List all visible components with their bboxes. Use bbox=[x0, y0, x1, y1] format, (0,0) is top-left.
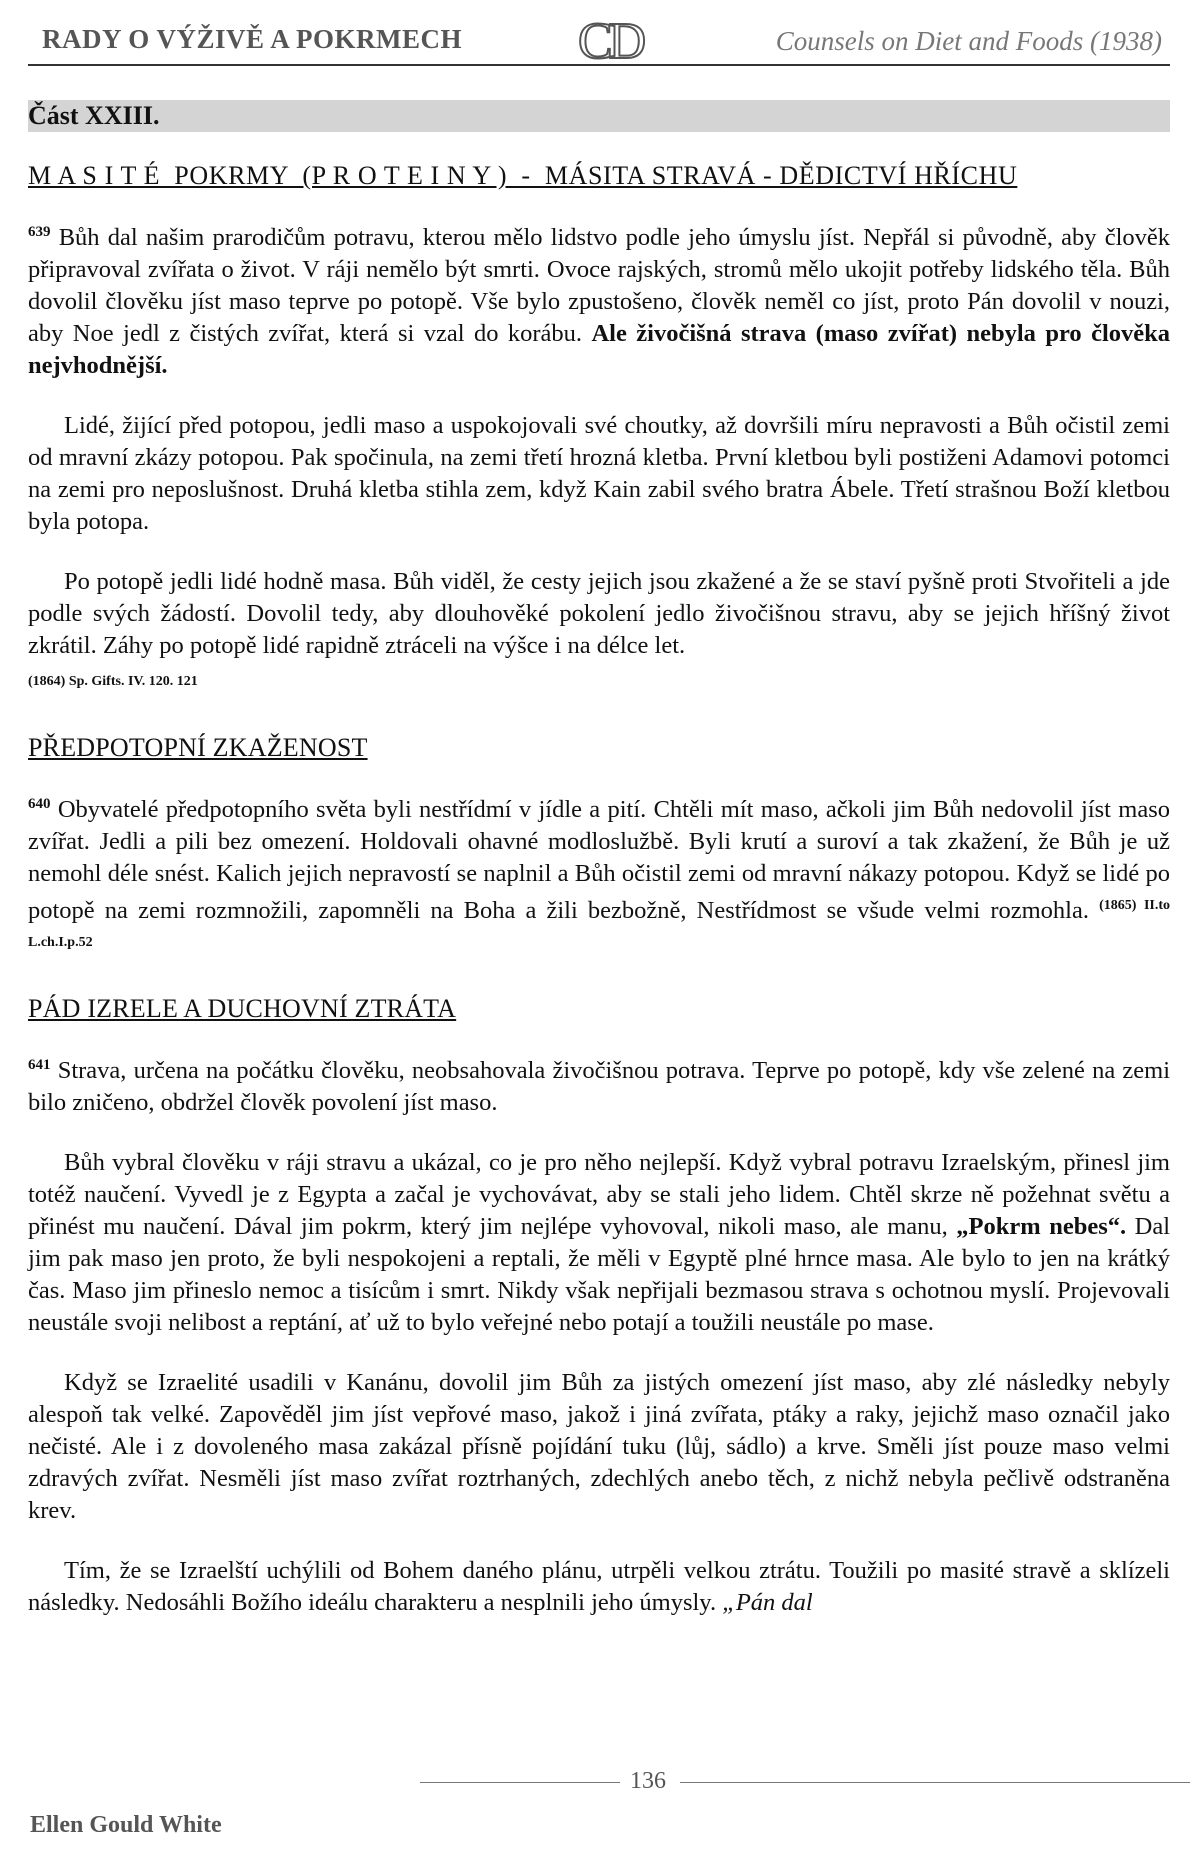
paragraph-quote: „Pán dal bbox=[722, 1588, 813, 1616]
section-title-corruption: PŘEDPOTOPNÍ ZKAŽENOST bbox=[28, 733, 368, 763]
footer-rule-left bbox=[420, 1782, 620, 1783]
paragraph-text: Bůh vybral člověku v ráji stravu a ukázal, co je pro něho nejlepší. Když vybral potravu Izraelským, přinesl jim totéž naučení. Vyvedl je z Egypta a začal je vychovávat, aby se stali jeho lidem. Chtěl skrze ně požehnat světu a přinést mu naučení. Dával jim pokrm, který jim nejlépe vyhovoval, nikoli maso, ale manu, bbox=[28, 1148, 1170, 1240]
paragraph-after-flood bbox=[28, 566, 1170, 698]
header-book-title: RADY O VÝŽIVĚ A POKRMECH bbox=[42, 24, 463, 54]
paragraph-639 bbox=[28, 216, 1170, 382]
part-heading: Část XXIII. bbox=[28, 100, 1170, 132]
section-title-israel: PÁD IZRELE A DUCHOVNÍ ZTRÁTA bbox=[28, 993, 457, 1023]
paragraph-number: 641 bbox=[28, 1056, 51, 1073]
paragraph-manna bbox=[28, 1147, 1170, 1339]
paragraph-loss bbox=[28, 1555, 1170, 1619]
page-number: 136 bbox=[630, 1768, 666, 1794]
paragraph-641 bbox=[28, 1049, 1170, 1119]
paragraph-text: Obyvatelé předpotopního světa byli nestřídmí v jídle a pití. Chtěli mít maso, ačkoli jim Bůh nedovolil jíst maso zvířat. Jedli a pili bez omezení. Holdovali ohavné modloslužbě. Byli krutí a suroví a tak zkažení, že Bůh je už nemohl déle snést. Kalich jejich nepravostí se naplnil a Bůh očistil zemi od mravní nákazy potopou. Když se lidé po potopě na zemi rozmnožili, zapomněli na Boha a žili bezbožně, Nestřídmost se všude velmi rozmohla. bbox=[28, 796, 1171, 925]
page-content bbox=[28, 100, 1170, 1647]
reference-citation: (1864) Sp. Gifts. IV. 120. 121 bbox=[28, 674, 198, 690]
paragraph-text: Dal jim pak maso jen proto, že byli nespokojeni a reptali, že měli v Egyptě plné hrnce masa. Ale bylo to jen na krátký čas. Maso jim přineslo nemoc a tisícům i smrt. Nikdy však nepřijali bezmasou strava s ochotnou myslí. Projevovali neustále svoji nelibost a reptání, ať už to bylo veřejné nebo potají a toužili neustále po mase. bbox=[28, 1212, 1171, 1336]
paragraph-emphasis: Ale živočišná strava (maso zvířat) nebyla pro člověka nejvhodnější. bbox=[28, 320, 1170, 380]
page-header bbox=[28, 13, 1170, 70]
paragraph-emphasis: „Pokrm nebes“. bbox=[956, 1212, 1127, 1240]
cd-logo: CD bbox=[578, 13, 643, 70]
paragraph-before-flood: Lidé, žijící před potopou, jedli maso a uspokojovali své choutky, až dovršili míru nepravosti a Bůh očistil zemi od mravní zkázy potopou. Pak spočinula, na zemi třetí hrozná kletba. První kletbou byli postiženi Adamovi potomci na zemi pro neposlušnost. Druhá kletba stihla zem, když Kain zabil svého bratra Ábele. Třetí strašnou Boží kletbou byla potopa. bbox=[28, 412, 1170, 536]
paragraph-text: Bůh dal našim prarodičům potravu, kterou mělo lidstvo podle jeho úmyslu jíst. Nepřál si původně, aby člověk připravoval zvířata o život. V ráji nemělo být smrti. Ovoce rajských, stromů mělo ukojit potřeby lidského těla. Bůh dovolil člověku jíst maso teprve po potopě. Vše bylo zpustošeno, člověk neměl co jíst, proto Pán dovolil v nouzi, aby Noe jedl z čistých zvířat, která si vzal do korábu. bbox=[28, 224, 1171, 348]
paragraph-640 bbox=[28, 788, 1170, 964]
header-english-title: Counsels on Diet and Foods (1938) bbox=[775, 26, 1162, 56]
paragraph-text: Po potopě jedli lidé hodně masa. Bůh viděl, že cesty jejich jsou zkažené a že se staví pyšně proti Stvořiteli a jde podle svých žádostí. Dovolil tedy, aby dlouhověké pokolení jedlo živočišnou stravu, aby se jejich hříšný život zkrátil. Záhy po potopě lidé rapidně ztráceli na výšce i na délce let. bbox=[28, 568, 1170, 660]
paragraph-number: 639 bbox=[28, 224, 51, 240]
reference-citation: (1865) II.to L.ch.I.p.52 bbox=[28, 898, 1170, 951]
paragraph-text: Strava, určena na počátku člověku, neobsahovala živočišnou potrava. Teprve po potopě, kdy vše zelené na zemi bilo zničeno, obdržel člověk povolení jíst maso. bbox=[28, 1056, 1171, 1116]
paragraph-text: Tím, že se Izraelští uchýlili od Bohem daného plánu, utrpěli velkou ztrátu. Toužili po masité stravě a sklízeli následky. Nedosáhli Božího ideálu charakteru a nesplnili jeho úmysly. bbox=[28, 1556, 1170, 1616]
paragraph-canaan: Když se Izraelité usadili v Kanánu, dovolil jim Bůh za jistých omezení jíst maso, aby zlé následky nebyly alespoň tak velké. Zapověděl jim jíst vepřové maso, jakož i jiná zvířata, ptáky a raky, jejichž maso označil jako nečisté. Ale i z dovoleného masa zakázal přísně pojídání tuku (lůj, sádlo) a krve. Směli jíst pouze maso velmi zdravých zvířat. Nesměli jíst maso zvířat roztrhaných, zdechlých anebo těch, z nichž nebyla pečlivě odstraněna krev. bbox=[28, 1368, 1170, 1524]
paragraph-number: 640 bbox=[28, 796, 51, 813]
footer-rule-right bbox=[680, 1782, 1190, 1783]
footer-author: Ellen Gould White bbox=[30, 1812, 222, 1838]
section-title-meat: M A S I T É POKRMY (P R O T E I N Y ) - MÁSITA STRAVÁ - DĚDICTVÍ HŘÍCHU bbox=[28, 161, 1018, 190]
